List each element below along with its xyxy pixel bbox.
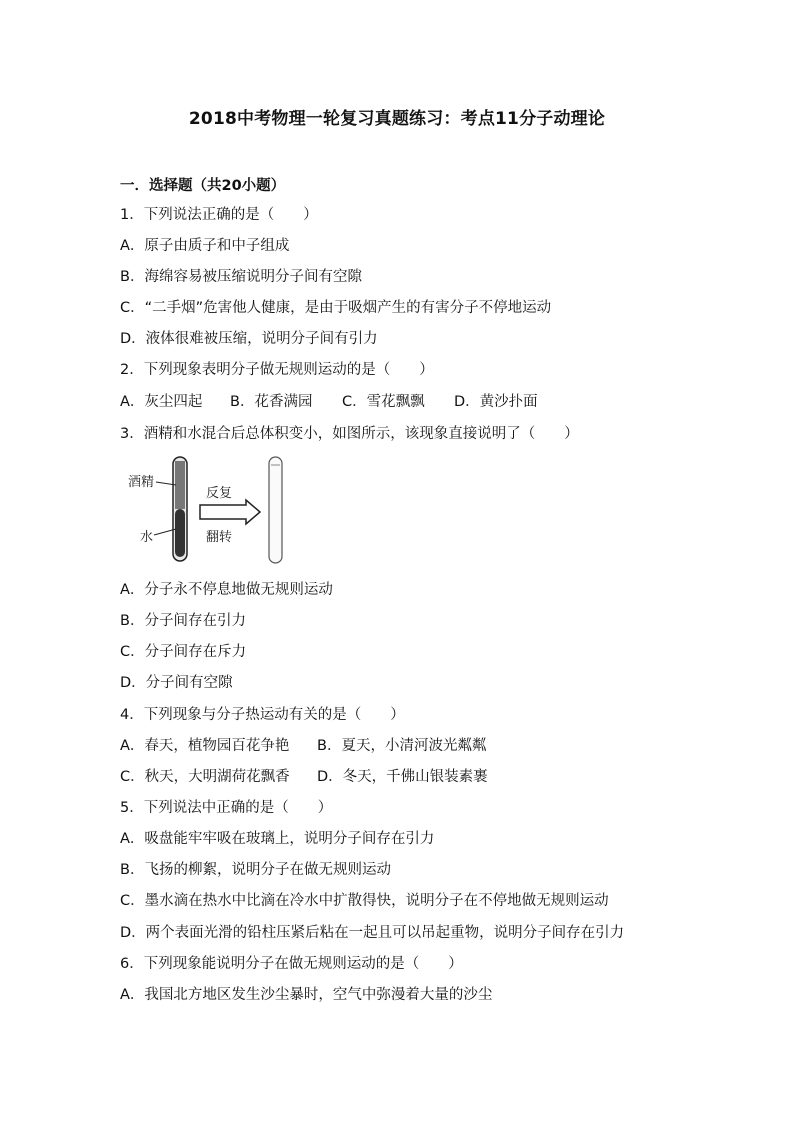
label-water: 水 bbox=[140, 530, 154, 545]
q4-stem: 4．下列现象与分子热运动有关的是（ ） bbox=[120, 707, 405, 723]
q4-option-d: D．冬天，千佛山银装素裹 bbox=[317, 769, 488, 785]
q4-option-c: C．秋天，大明湖荷花飘香 bbox=[120, 769, 290, 785]
q1-stem: 1．下列说法正确的是（ ） bbox=[120, 207, 318, 223]
q4-options-row2 bbox=[120, 767, 488, 787]
label-alcohol: 酒精 bbox=[128, 475, 155, 490]
q6-option-a: A．我国北方地区发生沙尘暴时，空气中弥漫着大量的沙尘 bbox=[120, 987, 493, 1003]
q5-option-c: C．墨水滴在热水中比滴在冷水中扩散得快，说明分子在不停地做无规则运动 bbox=[120, 893, 609, 909]
q2-option-c: C．雪花飘飘 bbox=[342, 394, 425, 410]
q3-option-a: A．分子永不停息地做无规则运动 bbox=[120, 582, 333, 598]
q2-option-d: D．黄沙扑面 bbox=[454, 394, 538, 410]
right-test-tube bbox=[269, 457, 282, 563]
q4-option-a: A．春天，植物园百花争艳 bbox=[120, 738, 290, 754]
arrow-icon bbox=[200, 500, 260, 524]
alcohol-layer bbox=[175, 461, 185, 509]
q2-option-a: A．灰尘四起 bbox=[120, 394, 203, 410]
q3-option-d: D．分子间有空隙 bbox=[120, 675, 233, 691]
q1-option-b: B．海绵容易被压缩说明分子间有空隙 bbox=[120, 269, 362, 285]
q1-option-c: C．“二手烟”危害他人健康，是由于吸烟产生的有害分子不停地运动 bbox=[120, 300, 552, 316]
q4-options-row1 bbox=[120, 736, 486, 756]
q1-option-d: D．液体很难被压缩，说明分子间有引力 bbox=[120, 331, 378, 347]
arrow-label-bottom: 翻转 bbox=[206, 530, 233, 545]
section-heading: 一．选择题（共20小题） bbox=[120, 178, 286, 194]
q1-option-a: A．原子由质子和中子组成 bbox=[120, 238, 290, 254]
q3-figure-test-tubes bbox=[128, 455, 298, 567]
arrow-label-top: 反复 bbox=[206, 486, 233, 501]
q5-stem: 5．下列说法中正确的是（ ） bbox=[120, 800, 333, 816]
document-title: 2018中考物理一轮复习真题练习：考点11分子动理论 bbox=[188, 109, 606, 129]
q2-stem: 2．下列现象表明分子做无规则运动的是（ ） bbox=[120, 362, 434, 378]
q3-option-b: B．分子间存在引力 bbox=[120, 613, 246, 629]
q3-stem: 3．酒精和水混合后总体积变小，如图所示，该现象直接说明了（ ） bbox=[120, 426, 579, 442]
q3-option-c: C．分子间存在斥力 bbox=[120, 644, 247, 660]
q4-option-b: B．夏天，小清河波光粼粼 bbox=[317, 738, 487, 754]
test-tube-diagram bbox=[128, 455, 298, 567]
q2-option-b: B．花香满园 bbox=[230, 394, 313, 410]
water-layer bbox=[175, 509, 185, 557]
q5-option-a: A．吸盘能牢牢吸在玻璃上，说明分子间存在引力 bbox=[120, 831, 435, 847]
q5-option-d: D．两个表面光滑的铅柱压紧后粘在一起且可以吊起重物，说明分子间存在引力 bbox=[120, 925, 625, 941]
q2-options bbox=[120, 392, 538, 412]
q5-option-b: B．飞扬的柳絮，说明分子在做无规则运动 bbox=[120, 862, 391, 878]
q6-stem: 6．下列现象能说明分子在做无规则运动的是（ ） bbox=[120, 956, 463, 972]
